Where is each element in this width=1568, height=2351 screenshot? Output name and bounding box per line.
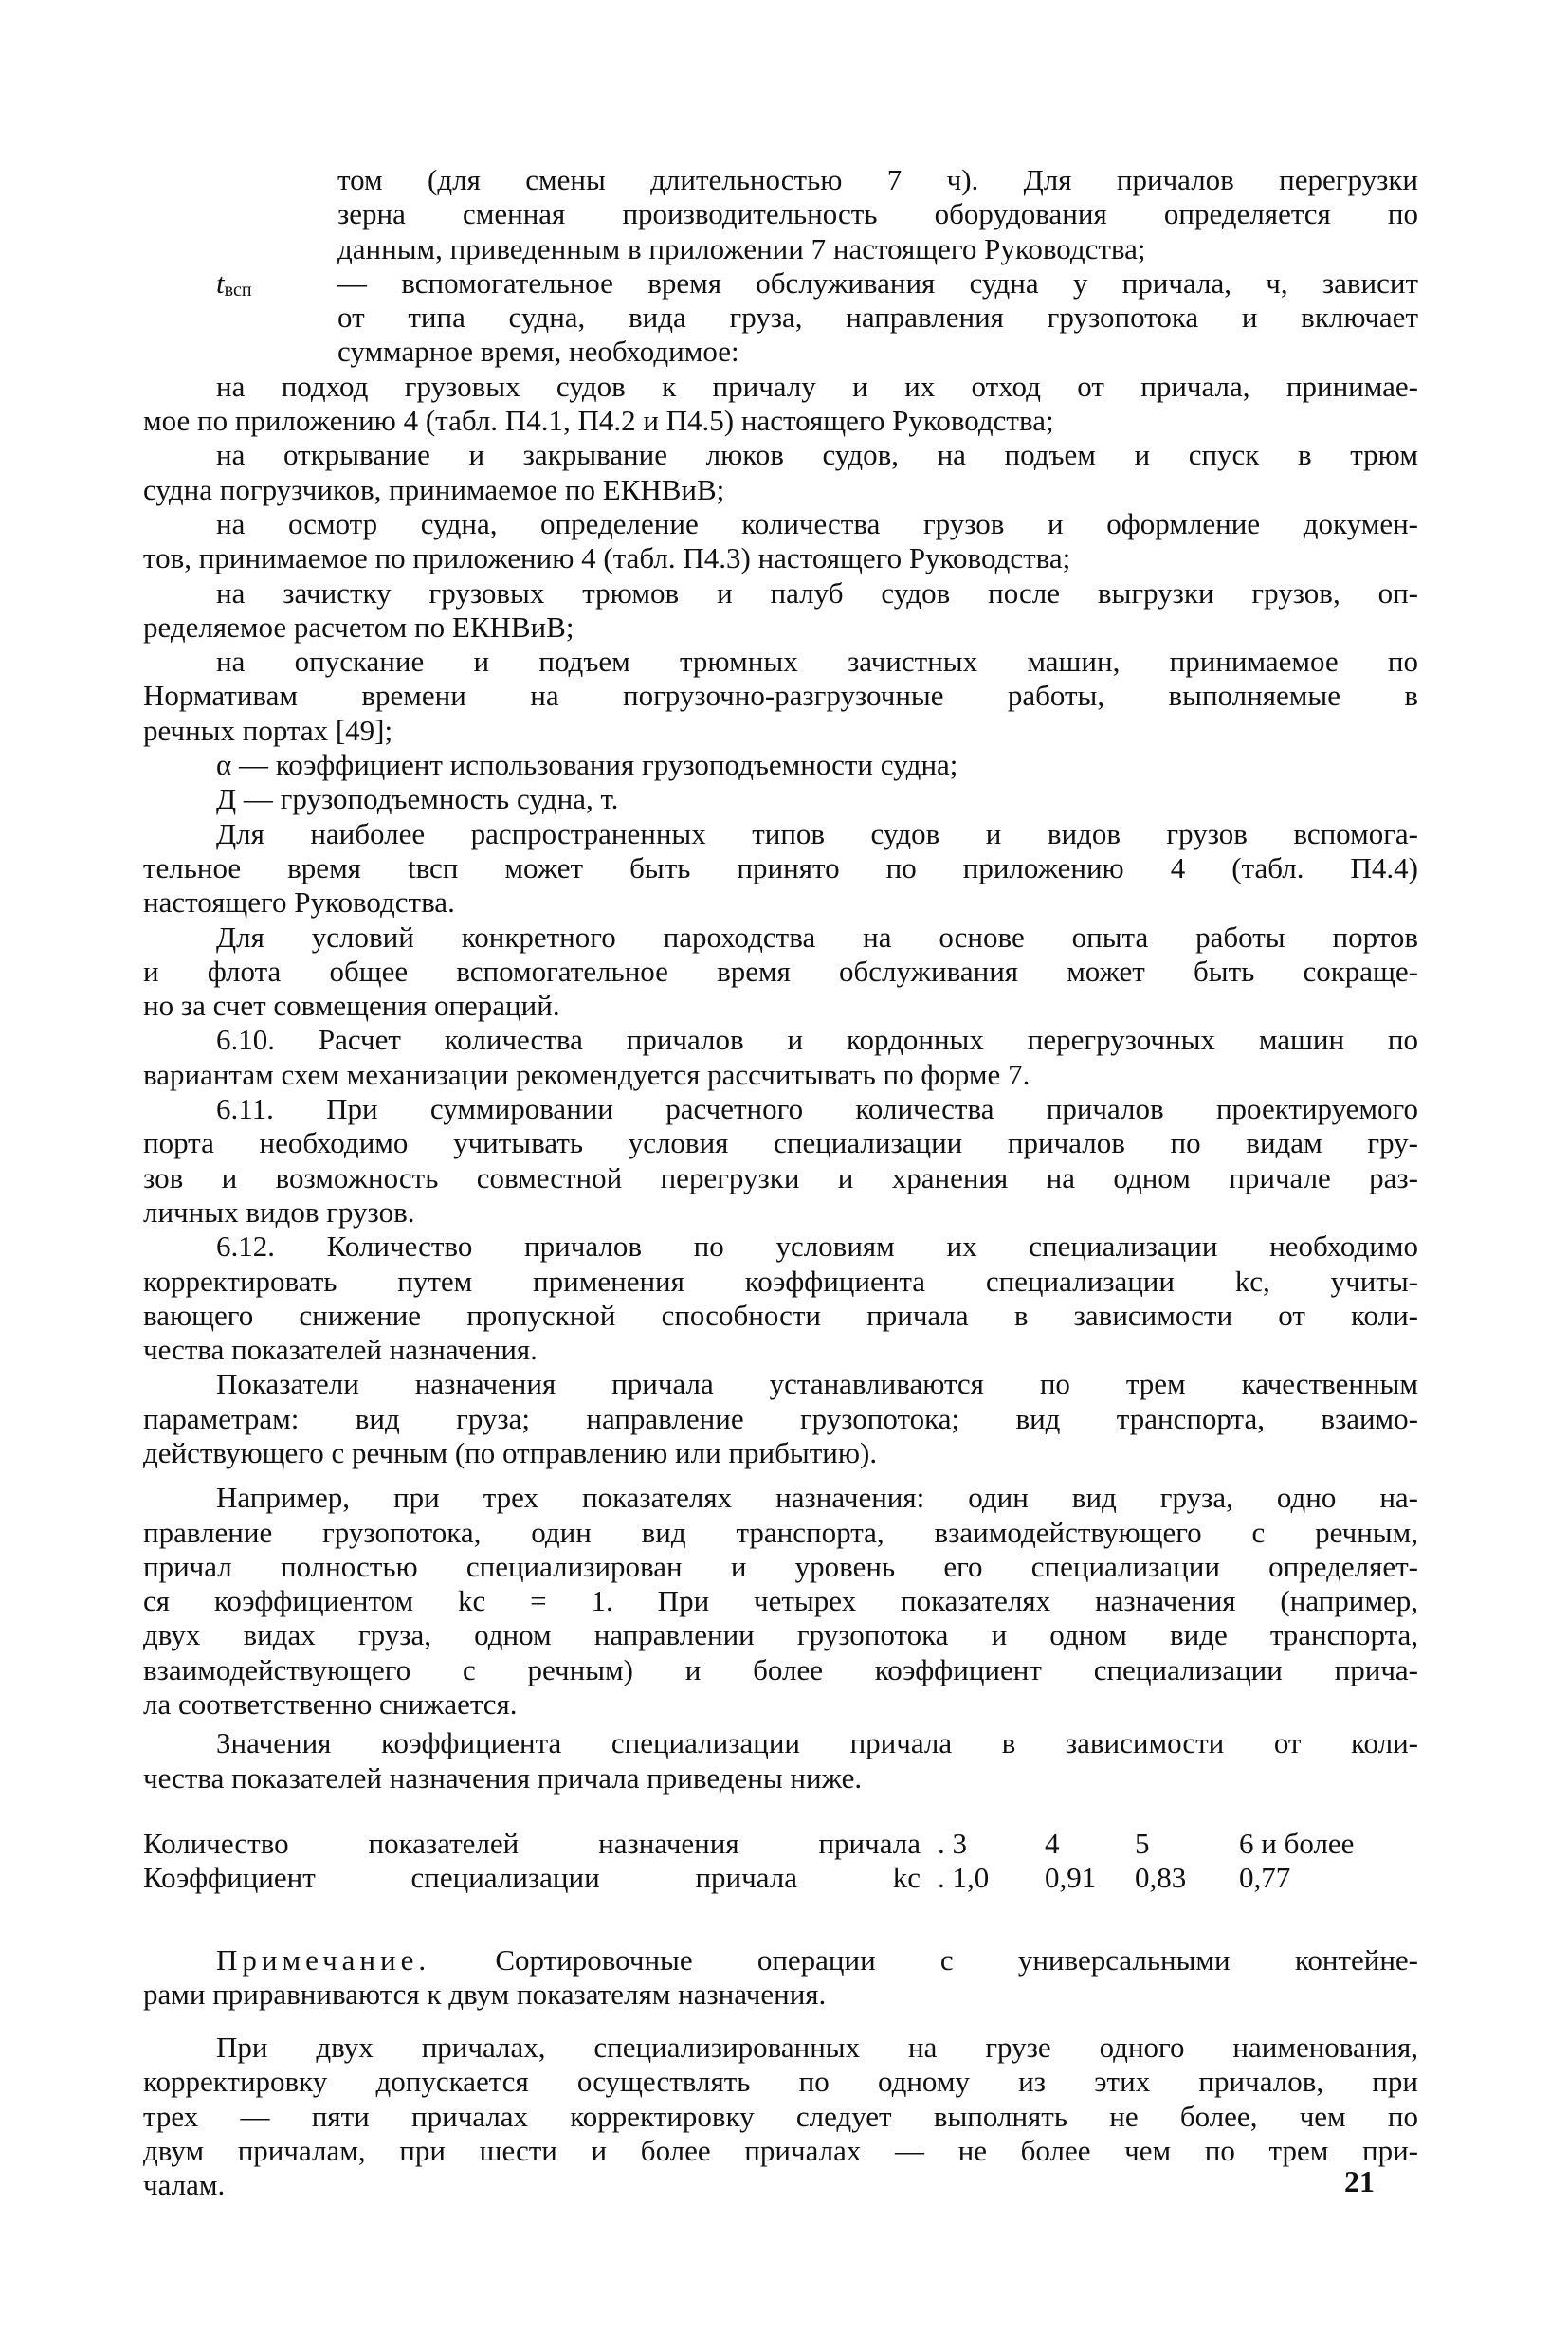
text-line: [143, 1977, 1418, 2012]
text-line: α — коэффициент использования грузоподъемности судна;: [216, 748, 958, 782]
paragraph: [143, 1481, 1418, 1722]
text-line: ся коэффициентом kс = 1. При четырех показателях назначения (например,: [143, 1584, 1418, 1618]
table-cell: 0,91: [1045, 1861, 1097, 1895]
text-line: 6.12. Количество причалов по условиям их специализации необходимо: [216, 1230, 1418, 1264]
table-row: [143, 1861, 1418, 1895]
paragraph: [143, 920, 1418, 1024]
note-label: Примечание.: [216, 1942, 431, 1977]
table-cell: . 3: [938, 1826, 967, 1860]
row-label: Коэффициент специализации причала kс: [143, 1861, 921, 1895]
note-text: Сортировочные операции с универсальными контейне-: [430, 1942, 1418, 1977]
text-line: зерна сменная производительность оборудования определяется по: [337, 197, 1418, 231]
text-line: тов, принимаемое по приложению 4 (табл. П4.3) настоящего Руководства;: [143, 541, 1071, 575]
row-label: Количество показателей назначения причала: [143, 1826, 921, 1860]
text-line: Для условий конкретного пароходства на основе опыта работы портов: [216, 920, 1418, 954]
text-line: Показатели назначения причала устанавливаются по трем качественным: [216, 1367, 1418, 1401]
table-cell: 5: [1135, 1826, 1150, 1860]
text-line: правление грузопотока, один вид транспорта, взаимодействующего с речным,: [143, 1515, 1418, 1549]
text-line: корректировать путем применения коэффициента специализации kс, учиты-: [143, 1264, 1418, 1298]
text-line: Значения коэффициента специализации причала в зависимости от коли-: [216, 1726, 1418, 1760]
text-line: — вспомогательное время обслуживания судна у причала, ч, зависит: [337, 265, 1418, 300]
text-line: речных портах [49];: [143, 713, 393, 747]
text-line: причал полностью специализирован и уровень его специализации определяет-: [143, 1549, 1418, 1583]
body-text: [143, 163, 1418, 1795]
text-line: порта необходимо учитывать условия специализации причалов по видам гру-: [143, 1126, 1418, 1160]
text-line: ределяемое расчетом по ЕКНВиВ;: [143, 610, 574, 644]
text-line: [143, 1943, 1418, 1977]
text-line: трех — пяти причалах корректировку следует выполнять не более, чем по: [143, 2099, 1418, 2133]
text-line: на подход грузовых судов к причалу и их отход от причала, принимае-: [216, 369, 1418, 403]
term-symbol: t: [216, 265, 225, 300]
paragraph: [143, 645, 1418, 748]
text-line: вариантам схем механизации рекомендуется рассчитывать по форме 7.: [143, 1057, 1030, 1091]
text-line: Например, при трех показателях назначения: один вид груза, одно на-: [216, 1481, 1418, 1515]
variable-term: [216, 266, 252, 307]
text-line: зов и возможность совместной перегрузки и хранения на одном причале раз-: [143, 1160, 1418, 1194]
text-line: на опускание и подъем трюмных зачистных машин, принимаемое по: [216, 645, 1418, 679]
text-line: При двух причалах, специализированных на грузе одного наименования,: [216, 2031, 1418, 2065]
paragraph: [143, 1367, 1418, 1470]
paragraph: [143, 507, 1418, 576]
table-row: [143, 1827, 1418, 1861]
text-line: корректировку допускается осуществлять по одному из этих причалов, при: [143, 2065, 1418, 2099]
text-line: мое по приложению 4 (табл. П4.1, П4.2 и П4.5) настоящего Руководства;: [143, 404, 1054, 438]
text-line: настоящего Руководства.: [143, 885, 455, 920]
text-line: вающего снижение пропускной способности причала в зависимости от коли-: [143, 1298, 1418, 1332]
text-line: чества показателей назначения причала приведены ниже.: [143, 1760, 863, 1795]
text-line: данным, приведенным в приложении 7 настоящего Руководства;: [337, 231, 1146, 265]
specialization-table: [143, 1827, 1418, 1896]
text-line: чества показателей назначения.: [143, 1333, 538, 1367]
text-line: ла соответственно снижается.: [143, 1687, 518, 1722]
paragraph: [143, 1726, 1418, 1795]
table-cell: 6 и более: [1239, 1826, 1355, 1860]
paragraph: [143, 782, 1418, 816]
table-cell: 0,77: [1239, 1861, 1291, 1895]
text-line: двух видах груза, одном направлении грузопотока и одном виде транспорта,: [143, 1618, 1418, 1652]
text-line: параметрам: вид груза; направление грузопотока; вид транспорта, взаимо-: [143, 1401, 1418, 1435]
paragraph: [143, 1092, 1418, 1230]
final-paragraph: [143, 2031, 1418, 2202]
term-subscript: всп: [224, 279, 252, 301]
table-cell: 4: [1045, 1826, 1060, 1860]
text-line: на открывание и закрывание люков судов, на подъем и спуск в трюм: [216, 438, 1418, 472]
text-line: действующего с речным (по отправлению или прибытию).: [143, 1435, 878, 1469]
paragraph: [143, 576, 1418, 646]
page-number: 21: [1344, 2164, 1375, 2198]
text-line: 6.10. Расчет количества причалов и кордонных перегрузочных машин по: [216, 1023, 1418, 1057]
text-line: 6.11. При суммировании расчетного количества причалов проектируемого: [216, 1092, 1418, 1126]
table-cell: . 1,0: [938, 1861, 990, 1895]
note-paragraph: [143, 1943, 1418, 2013]
table-cell: 0,83: [1135, 1861, 1187, 1895]
text-line: том (для смены длительностью 7 ч). Для причалов перегрузки: [337, 163, 1418, 196]
text-line: от типа судна, вида груза, направления грузопотока и включает: [337, 301, 1418, 335]
text-line: взаимодействующего с речным) и более коэффициент специализации прича-: [143, 1652, 1418, 1686]
note-text: рами приравниваются к двум показателям назначения.: [143, 1977, 827, 2011]
text-line: Д — грузоподъемность судна, т.: [216, 782, 619, 816]
text-line: двум причалам, при шести и более причалах — не более чем по трем при-: [143, 2134, 1418, 2168]
text-line: и флота общее вспомогательное время обслуживания может быть сокраще-: [143, 954, 1418, 988]
text-line: суммарное время, необходимое:: [337, 335, 739, 369]
paragraph: [143, 438, 1418, 507]
paragraph: [143, 1230, 1418, 1367]
paragraph: [143, 370, 1418, 439]
text-line: личных видов грузов.: [143, 1194, 415, 1229]
text-line: чалам.: [143, 2168, 226, 2202]
text-line: на зачистку грузовых трюмов и палуб судов после выгрузки грузов, оп-: [216, 575, 1418, 610]
document-page: [143, 163, 1418, 2203]
text-line: на осмотр судна, определение количества грузов и оформление докумен-: [216, 506, 1418, 540]
paragraph: [143, 817, 1418, 920]
text-line: судна погрузчиков, принимаемое по ЕКНВиВ;: [143, 472, 725, 506]
paragraph: [143, 748, 1418, 782]
text-line: Нормативам времени на погрузочно-разгрузочные работы, выполняемые в: [143, 679, 1418, 713]
paragraph: [143, 1023, 1418, 1092]
text-line: Для наиболее распространенных типов судов и видов грузов вспомога-: [216, 816, 1418, 850]
text-line: но за счет совмещения операций.: [143, 989, 560, 1023]
text-line: тельное время tвсп может быть принято по приложению 4 (табл. П4.4): [143, 850, 1418, 884]
paragraph: [143, 163, 1418, 266]
paragraph: [143, 266, 1418, 370]
